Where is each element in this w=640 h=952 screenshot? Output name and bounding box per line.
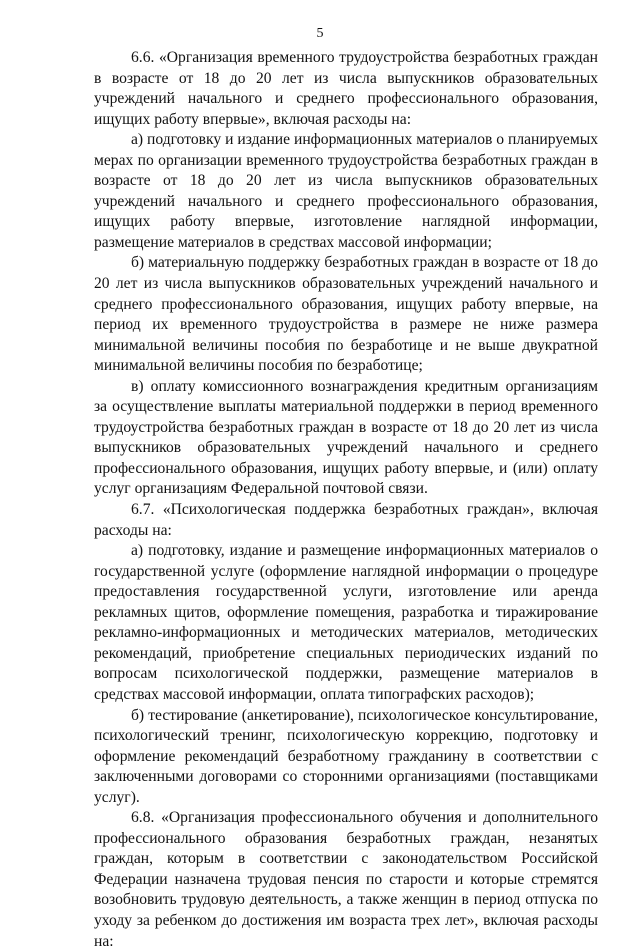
page-number: 5 (316, 26, 324, 41)
document-body (94, 48, 598, 952)
paragraph-6-6: 6.6. «Организация временного трудоустройства безработных граждан в возрасте от 18 до 20 лет из числа выпускников образовательных учреждений начального и среднего профессионального образования, ищущих работу впервые», включая расходы на: (94, 49, 598, 128)
paragraph-6-6-a: а) подготовку и издание информационных материалов о планируемых мерах по организации временного трудоустройства безработных граждан в возрасте от 18 до 20 лет из числа выпускников образовательных учреждений начального и среднего профессионального образования, ищущих работу впервые, изготовление наглядной информации, размещение материалов в средствах массовой информации; (94, 131, 598, 251)
paragraph-6-7: 6.7. «Психологическая поддержка безработных граждан», включая расходы на: (94, 501, 598, 539)
paragraph-6-8: 6.8. «Организация профессионального обучения и дополнительного профессионального образования безработных граждан, незанятых граждан, которым в соответствии с законодательством Российской Федерации назначена трудовая пенсия по старости и которые стремятся возобновить трудовую деятельность, а также женщин в период отпуска по уходу за ребенком до достижения им возраста трех лет», включая расходы на: (94, 809, 598, 950)
paragraph-6-6-b: б) материальную поддержку безработных граждан в возрасте от 18 до 20 лет из числа выпускников образовательных учреждений начального и среднего профессионального образования, ищущих работу впервые, на период их временного трудоустройства в размере не ниже размера минимальной величины пособия по безработице и не выше двукратной минимальной величины пособия по безработице; (94, 254, 598, 375)
paragraph-6-7-a: а) подготовку, издание и размещение информационных материалов о государственной услуге (оформление наглядной информации о процедуре предоставления государственной услуги, изготовление или аренда рекламных щитов, оформление помещения, разработка и тиражирование рекламно-информационных и методических материалов, методических рекомендаций, приобретение специальных периодических изданий по вопросам психологической поддержки, размещение материалов в средствах массовой информации, оплата типографских расходов); (94, 542, 598, 703)
paragraph-6-6-v: в) оплату комиссионного вознаграждения кредитным организациям за осуществление выплаты материальной поддержки в период временного трудоустройства безработных граждан в возрасте от 18 до 20 лет из числа выпускников образовательных учреждений начального и среднего профессионального образования, ищущих работу впервые, и (или) оплату услуг организациям Федеральной почтовой связи. (94, 377, 598, 498)
paragraph-6-7-b: б) тестирование (анкетирование), психологическое консультирование, психологический тренинг, психологическую коррекцию, подготовку и оформление рекомендаций безработному гражданину в соответствии с заключенными договорами со сторонними организациями (поставщиками услуг). (94, 706, 598, 806)
